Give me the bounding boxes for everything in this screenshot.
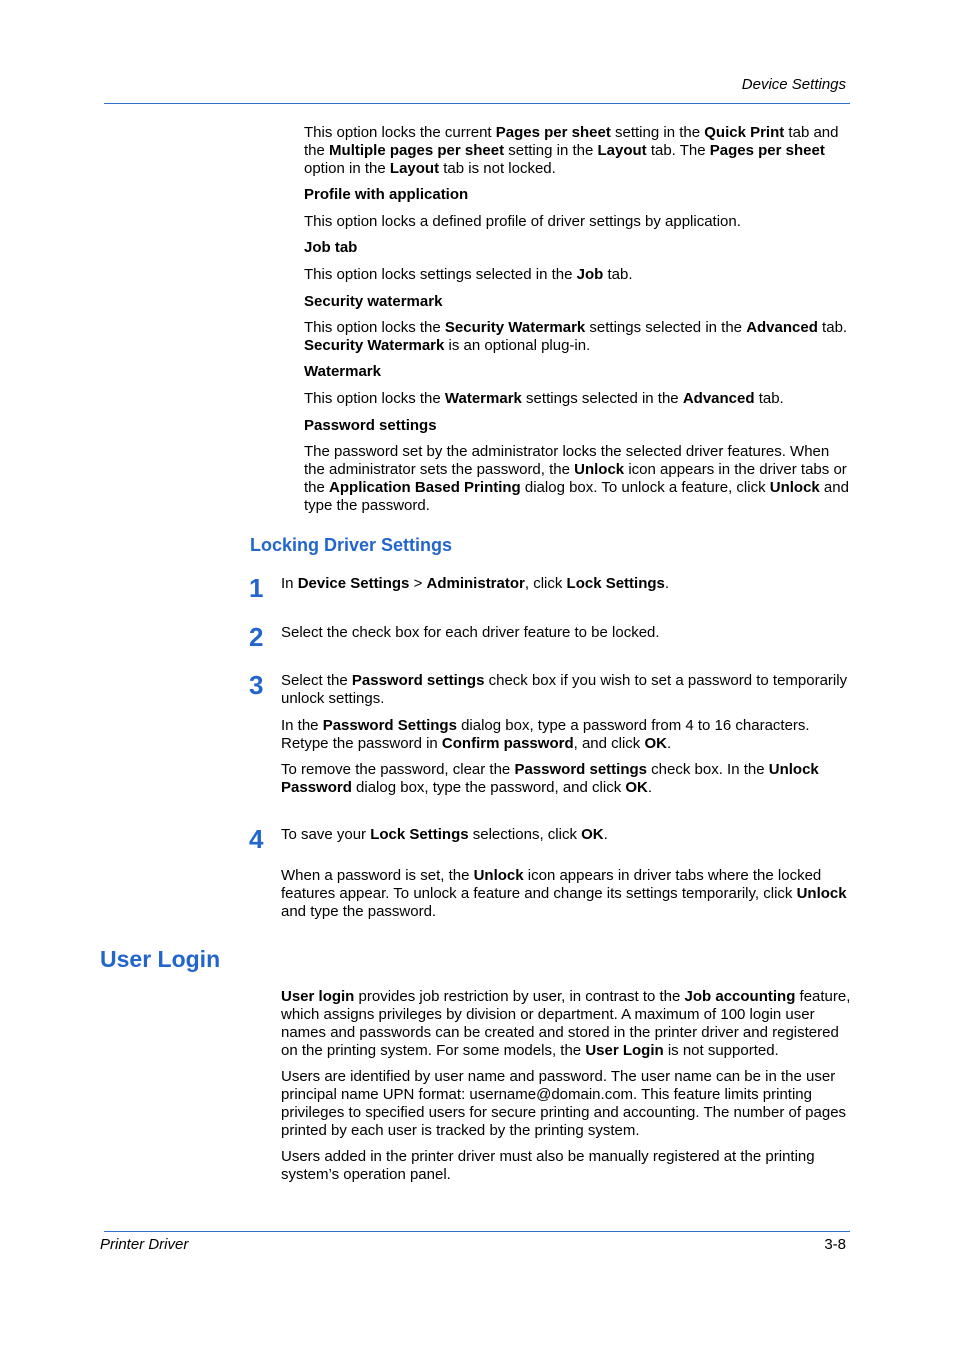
watermark-heading: Watermark — [304, 363, 381, 380]
step-2 — [249, 622, 849, 652]
footer-title: Printer Driver — [100, 1236, 189, 1253]
job-heading: Job tab — [304, 239, 358, 256]
watermark-text: This option locks the Watermark settings selected in the Advanced tab. — [304, 390, 784, 407]
security-heading: Security watermark — [304, 293, 443, 310]
step-4 — [249, 824, 849, 854]
password-heading: Password settings — [304, 417, 437, 434]
user-login-paragraph: Users added in the printer driver must also be manually registered at the printing system’s operation panel. — [281, 1148, 815, 1183]
step-3 — [249, 672, 849, 797]
profile-heading: Profile with application — [304, 186, 469, 203]
step-text: Select the Password settings check box if you wish to set a password to temporarily unlock settings. — [281, 672, 848, 707]
user-login-paragraph: User login provides job restriction by user, in contrast to the Job accounting feature, which assigns privileges by division or department. A maximum of 100 login user names and passwords can be created and stored in the printer driver and registered on the printing system. For some models, the User Login is not supported. — [281, 988, 851, 1059]
step-1 — [249, 573, 849, 603]
security-text: This option locks the Security Watermark settings selected in the Advanced tab. Security Watermark is an optional plug-in. — [304, 319, 848, 354]
profile-text: This option locks a defined profile of driver settings by application. — [304, 213, 741, 230]
job-text: This option locks settings selected in the Job tab. — [304, 266, 633, 283]
step-text: To save your Lock Settings selections, click OK. — [281, 826, 608, 843]
page-number: 3-8 — [824, 1236, 846, 1253]
step-number: 3 — [249, 670, 264, 700]
step-text: Select the check box for each driver feature to be locked. — [281, 624, 660, 641]
locking-section-title: Locking Driver Settings — [250, 535, 453, 555]
user-login-paragraph: Users are identified by user name and password. The user name can be in the user principal name UPN format: username@domain.com. This feature limits printing privileges to specified users for secure printing and accounting. The number of pages printed by each user is tracked by the printing system. — [281, 1068, 847, 1139]
running-header: Device Settings — [741, 76, 846, 93]
user-login-title: User Login — [100, 946, 221, 972]
footer-rule — [104, 1231, 850, 1232]
locking-note — [281, 867, 851, 921]
step-detail: To remove the password, clear the Password settings check box. In the Unlock Password dialog box, type the password, and click OK. — [281, 761, 819, 796]
step-detail: In the Password Settings dialog box, type a password from 4 to 16 characters. Retype the password in Confirm password, and click OK. — [281, 717, 810, 752]
user-login-block — [281, 988, 851, 1184]
note-text: When a password is set, the Unlock icon appears in driver tabs where the locked features appear. To unlock a feature and change its settings temporarily, click Unlock and type the password. — [281, 867, 847, 920]
step-text: In Device Settings > Administrator, click Lock Settings. — [281, 575, 670, 592]
step-number: 1 — [249, 573, 264, 603]
step-number: 4 — [249, 824, 264, 854]
password-text: The password set by the administrator locks the selected driver features. When the administrator sets the password, the Unlock icon appears in the driver tabs or the Application Based Printing dialog box. To unlock a feature, click Unlock and type the password. — [304, 443, 849, 514]
intro-block — [304, 124, 852, 515]
header-rule — [104, 103, 850, 104]
step-number: 2 — [249, 622, 264, 652]
intro-paragraph: This option locks the current Pages per sheet setting in the Quick Print tab and the Multiple pages per sheet setting in the Layout tab. The Pages per sheet option in the Layout tab is not locked. — [304, 124, 839, 177]
